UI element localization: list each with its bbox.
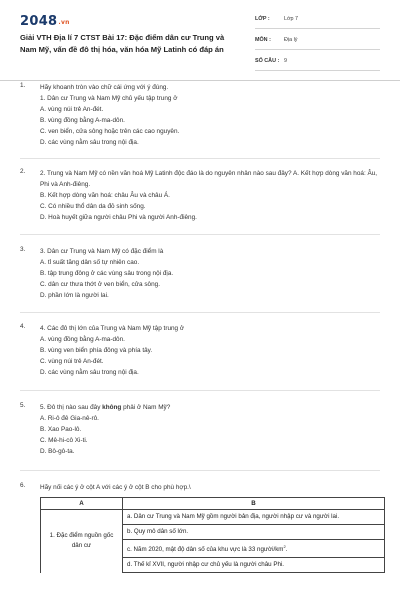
answer-option-b[interactable]: B. vùng đồng bằng A-ma-dôn. <box>40 117 125 124</box>
question-body <box>40 168 385 223</box>
answer-option-b[interactable]: B. vùng ven biển phía đông và phía tây. <box>40 347 153 354</box>
question-body <box>40 482 385 493</box>
answer-option-d[interactable]: D. Hoà huyết giữa người châu Phi và người Anh-điêng. <box>40 214 197 221</box>
question-body <box>40 402 385 457</box>
question-separator <box>20 312 380 313</box>
question-body <box>40 323 385 378</box>
question-stem-emphasis: không <box>102 404 122 411</box>
column-a-cell[interactable]: 1. Đặc điểm nguồn gốc dân cư <box>41 510 123 573</box>
answer-option-c[interactable]: C. Mê-hi-cô Xi-ti. <box>40 437 88 444</box>
document-title: Giải VTH Địa lí 7 CTST Bài 17: Đặc điểm dân cư Trung và Nam Mỹ, vấn đề đô thị hóa, văn hóa Mỹ Latinh có đáp án <box>20 33 225 54</box>
question-stem: 2. Trung và Nam Mỹ có nền văn hoá Mỹ Latinh độc đáo là do nguyên nhân nào sau đây? A. Kết hợp dòng văn hoá: Âu, Phi và Anh-điêng. <box>40 170 378 188</box>
page-header <box>0 0 400 80</box>
question-prompt: Hãy khoanh tròn vào chữ cái ứng với ý đúng. <box>40 84 169 91</box>
meta-subject-label: MÔN : <box>255 37 271 43</box>
question-number: 4. <box>20 323 26 330</box>
table-header-row <box>41 498 385 510</box>
answer-option-a[interactable]: A. vùng đồng bằng A-ma-dôn. <box>40 336 125 343</box>
question-number: 5. <box>20 402 26 409</box>
column-b-cell[interactable] <box>123 540 385 558</box>
answer-option-c[interactable]: C. dân cư thưa thớt ở ven biển, cửa sông. <box>40 281 160 288</box>
answer-option-d[interactable]: D. các vùng nằm sâu trong nội địa. <box>40 139 139 146</box>
meta-count <box>255 56 380 71</box>
question-separator <box>20 158 380 159</box>
answer-option-d[interactable]: D. các vùng nằm sâu trong nội địa. <box>40 369 139 376</box>
answer-option-c[interactable]: C. Có nhiều thổ dân da đỏ sinh sống. <box>40 203 146 210</box>
column-b-header: B <box>123 498 385 510</box>
matching-table <box>40 497 385 573</box>
meta-class-value: Lớp 7 <box>284 16 299 22</box>
question-stem: 4. Các đô thị lớn của Trung và Nam Mỹ tập trung ở <box>40 325 185 332</box>
header-divider <box>0 80 400 81</box>
table-row <box>41 510 385 525</box>
question-separator <box>20 234 380 235</box>
meta-subject <box>255 35 380 50</box>
meta-count-value: 9 <box>284 58 287 64</box>
cell-text: c. Năm 2020, mật độ dân số của khu vực là 33 người/km <box>127 546 284 554</box>
answer-option-a[interactable]: A. tỉ suất tăng dân số tự nhiên cao. <box>40 259 140 266</box>
question-body <box>40 246 385 301</box>
column-a-header: A <box>41 498 123 510</box>
answer-option-d[interactable]: D. Bô-gô-ta. <box>40 448 75 455</box>
column-b-cell[interactable]: b. Quy mô dân số lớn. <box>123 525 385 540</box>
question-stem: Hãy nối các ý ở cột A với các ý ở cột B cho phù hợp.\ <box>40 484 191 491</box>
answer-option-a[interactable]: A. vùng núi trẻ An-đét. <box>40 106 104 113</box>
meta-count-label: SỐ CÂU : <box>255 58 280 64</box>
question-stem <box>40 402 385 413</box>
column-b-cell[interactable]: a. Dân cư Trung và Nam Mỹ gồm người bản địa, người nhập cư và người lai. <box>123 510 385 525</box>
logo-suffix: .vn <box>58 19 70 26</box>
question-stem-text: 5. Đô thị nào sau đây <box>40 404 103 411</box>
question-number: 3. <box>20 246 26 253</box>
question-separator <box>20 470 380 471</box>
meta-class-label: LỚP : <box>255 16 270 22</box>
answer-option-b[interactable]: B. Xao Pao-lô. <box>40 426 82 433</box>
column-b-cell[interactable]: d. Thế kỉ XVII, người nhập cư chủ yếu là người châu Phi. <box>123 558 385 573</box>
answer-option-c[interactable]: C. ven biển, cửa sông hoặc trên các cao nguyên. <box>40 128 180 135</box>
site-logo[interactable] <box>20 14 70 29</box>
answer-option-d[interactable]: D. phần lớn là người lai. <box>40 292 109 299</box>
question-stem: 3. Dân cư Trung và Nam Mỹ có đặc điểm là <box>40 248 164 255</box>
superscript: 2 <box>283 544 286 549</box>
answer-option-b[interactable]: B. tập trung đông ở các vùng sâu trong nội địa. <box>40 270 174 277</box>
meta-class <box>255 14 380 29</box>
answer-option-a[interactable]: A. Ri-ô đê Gia-nê-rô. <box>40 415 99 422</box>
answer-option-b[interactable]: B. Kết hợp dòng văn hoá: châu Âu và châu Á. <box>40 192 170 199</box>
cell-text-tail: . <box>285 546 288 554</box>
logo-text: 2048 <box>20 14 58 29</box>
question-body <box>40 82 385 148</box>
question-number: 6. <box>20 482 26 489</box>
question-separator <box>20 390 380 391</box>
question-number: 2. <box>20 168 26 175</box>
question-stem: 1. Dân cư Trung và Nam Mỹ chủ yếu tập trung ở <box>40 95 178 102</box>
question-number: 1. <box>20 82 26 89</box>
question-stem-text: phải ở Nam Mỹ? <box>121 404 171 411</box>
meta-subject-value: Địa lý <box>284 37 298 43</box>
meta-panel <box>255 14 380 77</box>
answer-option-c[interactable]: C. vùng núi trẻ An-đét. <box>40 358 104 365</box>
